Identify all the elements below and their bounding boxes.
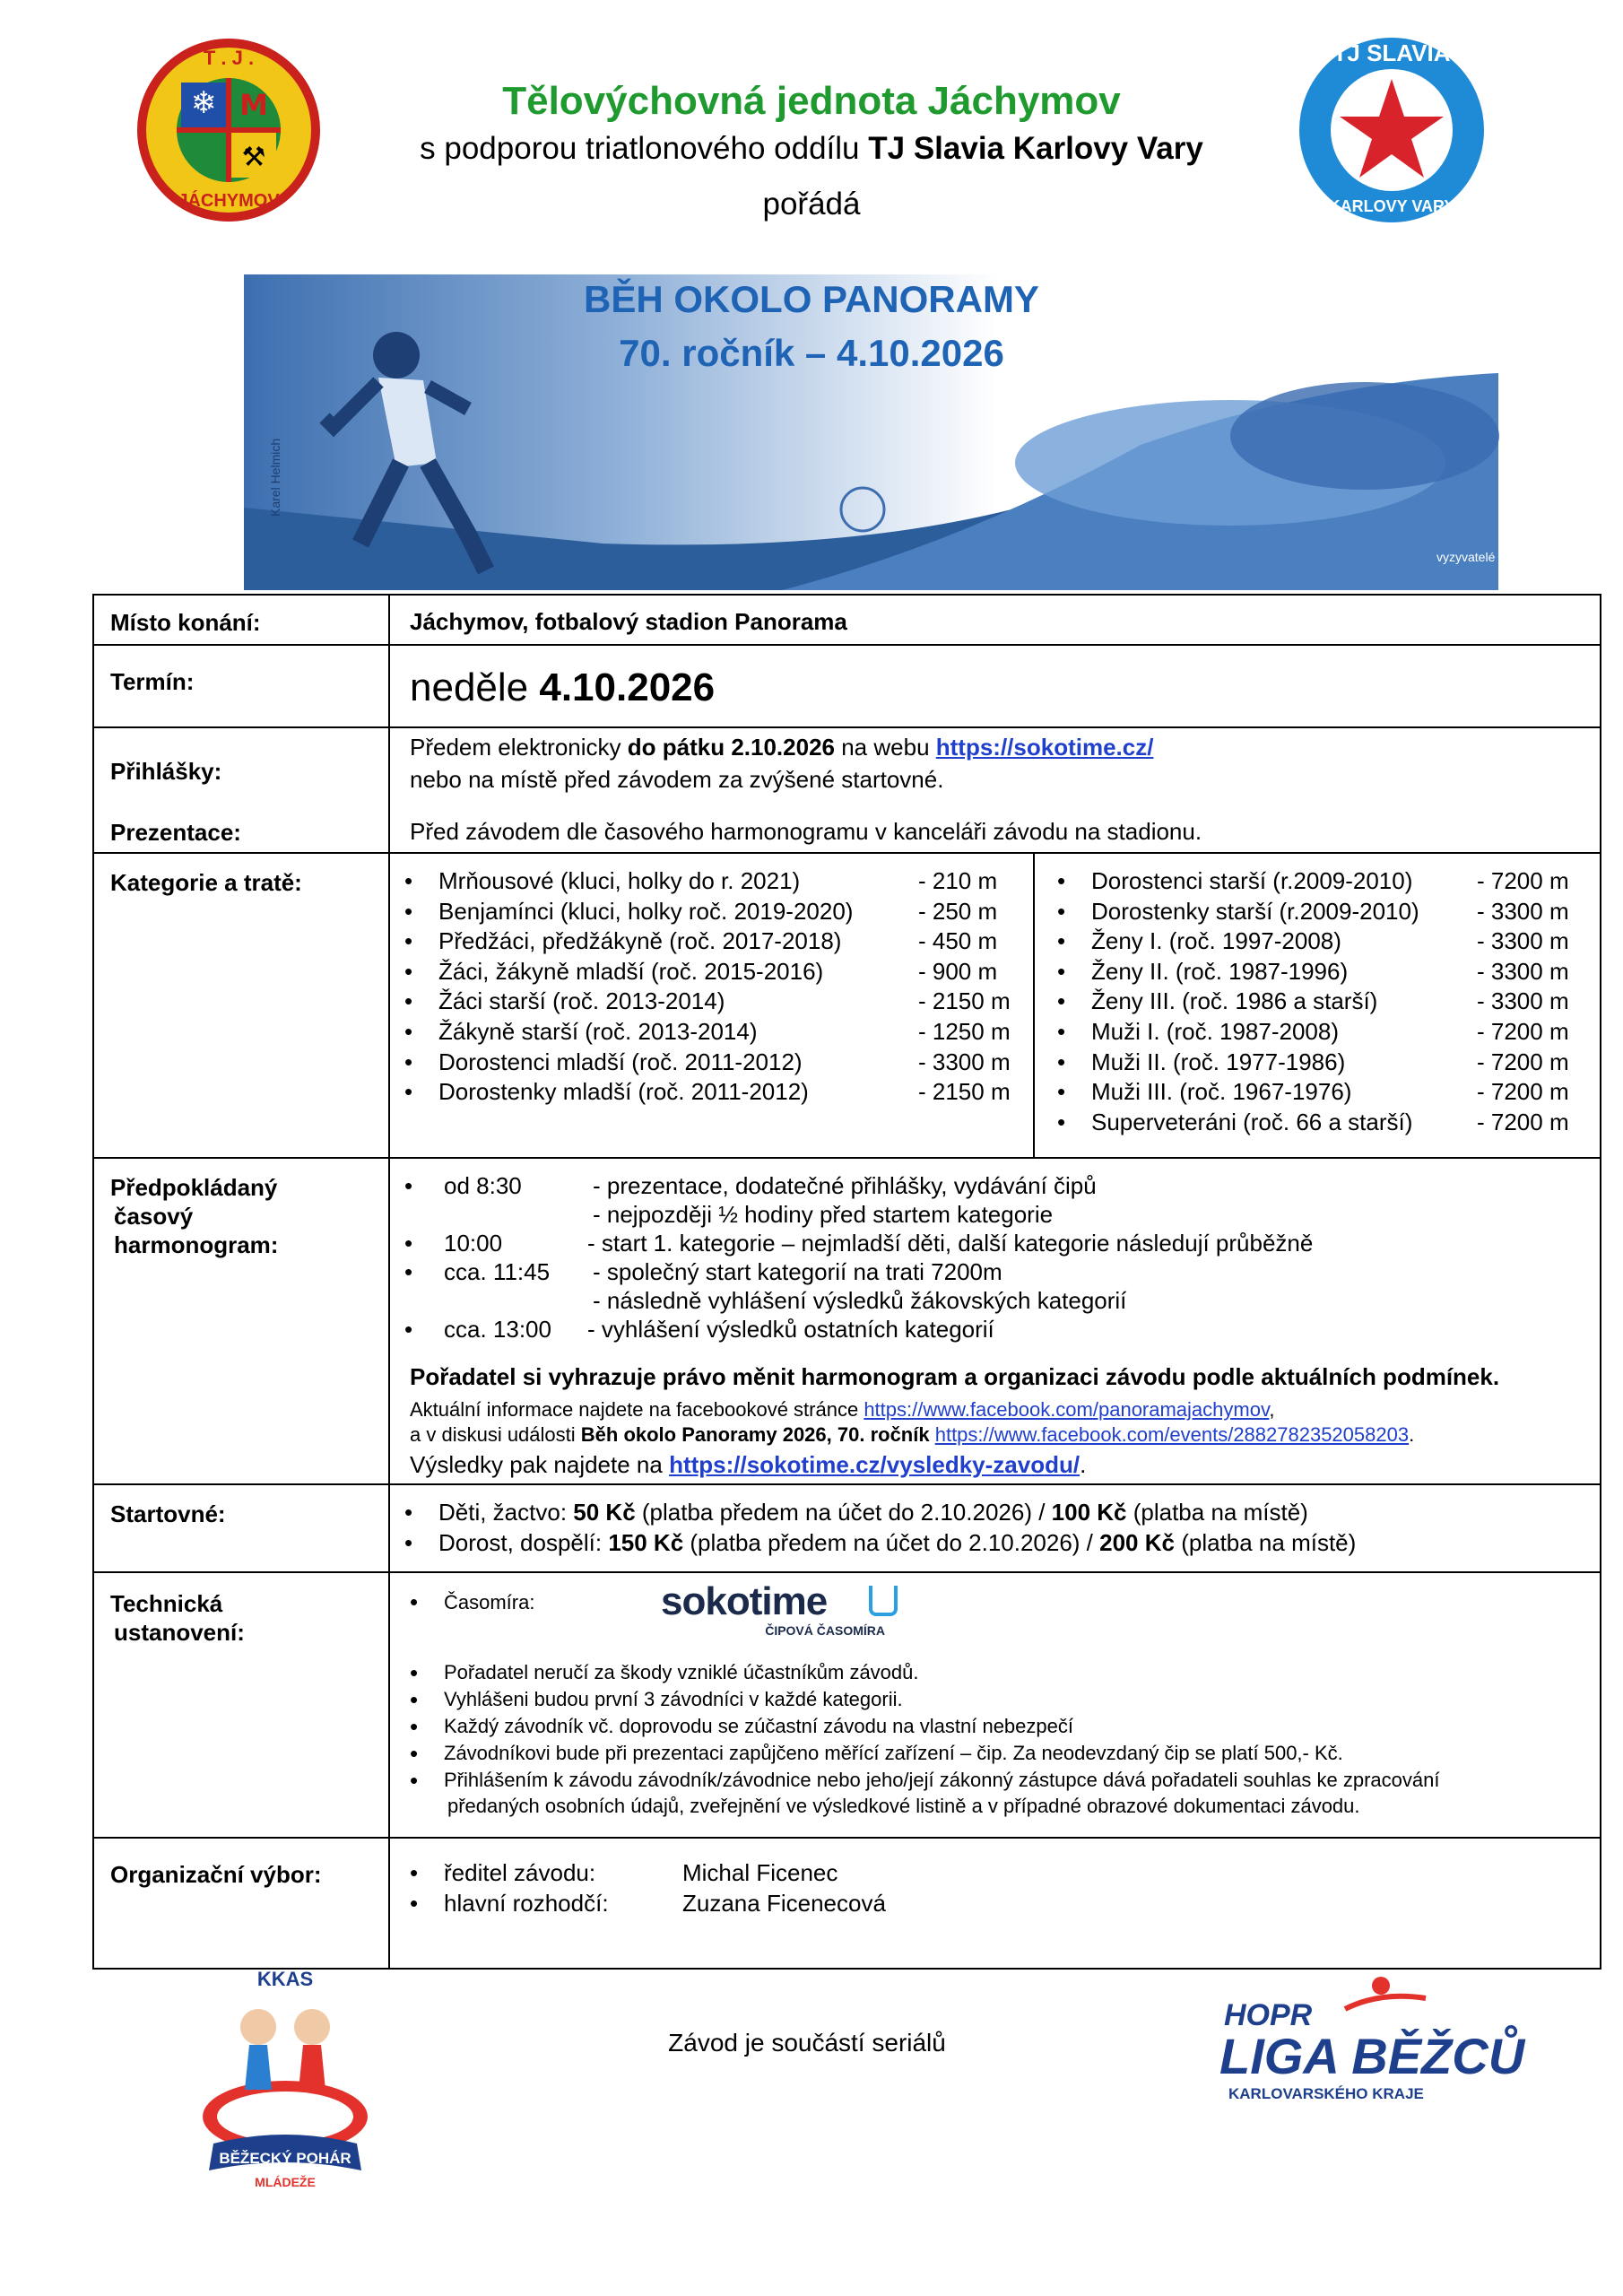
category-distance: - 3300 m bbox=[918, 1048, 1011, 1075]
banner-caption: vyzyvatelé bbox=[1436, 550, 1496, 564]
results-line: Výsledky pak najdete na https://sokotime.cz/vysledky-zavodu/. bbox=[410, 1451, 1087, 1478]
organizer-subtitle: s podporou triatlonového oddílu TJ Slavia Karlovy Vary bbox=[420, 131, 1203, 166]
category-distance: - 3300 m bbox=[1477, 987, 1569, 1015]
svg-text:M: M bbox=[239, 88, 268, 122]
category-distance: - 7200 m bbox=[1477, 1017, 1569, 1045]
schedule-time: cca. 11:45 bbox=[444, 1258, 551, 1285]
category-item bbox=[1091, 987, 1593, 1017]
category-list-right bbox=[1091, 866, 1593, 1137]
schedule-continuation: - následně vyhlášení výsledků žákovských kategorií bbox=[593, 1287, 1127, 1314]
category-name: Muži I. (roč. 1987-2008) bbox=[1091, 1017, 1340, 1045]
presentation-value: Před závodem dle časového harmonogramu v kanceláři závodu na stadionu. bbox=[410, 818, 1202, 845]
schedule-continuation: - nejpozději ½ hodiny před startem kategorie bbox=[593, 1201, 1054, 1228]
category-distance: - 1250 m bbox=[918, 1017, 1011, 1045]
row-presentation: Prezentace: Před závodem dle časového harmonogramu v kanceláři závodu na stadionu. bbox=[94, 807, 1600, 854]
schedule-text: - prezentace, dodatečné přihlášky, vydávání čipů bbox=[593, 1172, 1097, 1199]
registration-line-2: nebo na místě před závodem za zvýšené startovné. bbox=[410, 766, 944, 793]
category-name: Dorostenky mladší (roč. 2011-2012) bbox=[438, 1078, 809, 1106]
category-name: Mrňousové (kluci, holky do r. 2021) bbox=[438, 867, 801, 894]
svg-text:KARLOVARSKÉHO KRAJE: KARLOVARSKÉHO KRAJE bbox=[1228, 2085, 1424, 2102]
category-name: Předžáci, předžákyně (roč. 2017-2018) bbox=[438, 927, 842, 955]
committee-list bbox=[444, 1858, 1161, 1918]
category-name: Benjamínci (kluci, holky roč. 2019-2020) bbox=[438, 897, 854, 925]
hopr-liga-logo bbox=[1211, 1973, 1525, 2117]
category-name: Dorostenci starší (r.2009-2010) bbox=[1091, 867, 1413, 894]
member-name: Michal Ficenec bbox=[682, 1859, 838, 1886]
schedule-item: • cca. 13:00 - vyhlášení výsledků ostatních kategorií bbox=[404, 1316, 994, 1343]
schedule-item: • 10:00 - start 1. kategorie – nejmladší děti, další kategorie následují průběžně bbox=[404, 1230, 1314, 1257]
row-categories: Kategorie a tratě: • Mrňousové (kluci, holky do r. 2021) - 210 m • Benjamínci (kluci, holky roč. 2019-2020) - 250 m • Předžáci, předžákyně (roč. 2017-2018) - 450 m • Žáci, žákyně mladší (roč. 2015-2016) - 900 m • Žáci starší (roč. 2013-2014) - 2150 m • Žákyně starší (roč. 2013-2014) - 1250 m • Dorostenci mladší (roč. 2011-2012) - 3300 m • Dorostenky mladší (roč. 2011-2012) - 2150 m • Dorostenci starší (r.2009-2010) - 7200 m • Dorostenky starší (r.2009-2010) - 3300 m • Ženy I. (roč. 1997-2008) - 3300 m • Ženy II. (roč. 1987-1996) - 3300 m • Ženy III. (roč. 1986 a starší) - 3300 m • Muži I. (roč. 1987-2008) - 7200 m • Muži II. (roč. 1977-1986) - 7200 m • Muži III. (roč. 1967-1976) - 7200 m • Superveteráni (roč. 66 a starší) - 7200 m bbox=[94, 854, 1600, 1159]
category-item bbox=[438, 866, 1012, 897]
category-item bbox=[1091, 1017, 1593, 1048]
category-distance: - 3300 m bbox=[1477, 957, 1569, 985]
category-distance: - 7200 m bbox=[1477, 1078, 1569, 1106]
category-distance: - 450 m bbox=[918, 927, 998, 955]
category-distance: - 900 m bbox=[918, 957, 998, 985]
schedule-item: • od 8:30 - prezentace, dodatečné přihlášky, vydávání čipů bbox=[404, 1172, 1097, 1199]
category-name: Dorostenky starší (r.2009-2010) bbox=[1091, 897, 1419, 925]
category-distance: - 7200 m bbox=[1477, 1048, 1569, 1075]
info-table bbox=[92, 594, 1601, 1970]
category-item bbox=[438, 926, 1012, 957]
logo-left-text: T . J . bbox=[203, 47, 255, 69]
category-name: Ženy III. (roč. 1986 a starší) bbox=[1091, 987, 1378, 1015]
registration-line-1: Předem elektronicky do pátku 2.10.2026 na webu https://sokotime.cz/ bbox=[410, 734, 1154, 761]
category-name: Muži II. (roč. 1977-1986) bbox=[1091, 1048, 1346, 1075]
category-item bbox=[1091, 957, 1593, 987]
schedule-time: 10:00 bbox=[444, 1230, 503, 1257]
banner-side-text: Karel Helmich bbox=[268, 438, 282, 517]
technical-rule-5-cont: předaných osobních údajů, zveřejnění ve výsledkové listině a v případné obrazové dokumentaci závodu. bbox=[447, 1795, 1360, 1817]
schedule-text: - vyhlášení výsledků ostatních kategorií bbox=[587, 1316, 994, 1343]
category-item bbox=[1091, 866, 1593, 897]
sokotime-logo: sokotime ČIPOVÁ ČASOMÍRA bbox=[661, 1580, 912, 1643]
technical-rule: • Pořadatel neručí za škody vzniklé účastníkům závodů. bbox=[444, 1659, 1439, 1686]
schedule-time: od 8:30 bbox=[444, 1172, 522, 1199]
member-role: ředitel závodu: bbox=[444, 1859, 596, 1886]
organizer-title: Tělovýchovná jednota Jáchymov bbox=[502, 79, 1121, 123]
schedule-time: cca. 13:00 bbox=[444, 1316, 551, 1343]
category-distance: - 3300 m bbox=[1477, 897, 1569, 925]
category-item bbox=[1091, 1108, 1593, 1138]
svg-text:HOPR: HOPR bbox=[1224, 1998, 1313, 2032]
category-list-left bbox=[438, 866, 1012, 1108]
organizes-text: pořádá bbox=[762, 187, 861, 222]
category-distance: - 2150 m bbox=[918, 1078, 1011, 1106]
category-name: Žáci, žákyně mladší (roč. 2015-2016) bbox=[438, 957, 824, 985]
row-registration: Přihlášky: Předem elektronicky do pátku 2.10.2026 na webu https://sokotime.cz/ nebo na místě před závodem za zvýšené startovné. bbox=[110, 734, 1154, 793]
series-text: Závod je součástí seriálů bbox=[668, 2029, 946, 2057]
event-edition: 70. ročník – 4.10.2026 bbox=[619, 332, 1004, 374]
member-name: Zuzana Ficenecová bbox=[682, 1889, 886, 1917]
row-entry-fee: Startovné: • Děti, žactvo: 50 Kč (platba předem na účet do 2.10.2026) / 100 Kč (platba na místě) • Dorost, dospělí: 150 Kč (platba předem na účet do 2.10.2026) / 200 Kč (platba na místě) bbox=[94, 1485, 1600, 1573]
committee-member bbox=[444, 1889, 1161, 1919]
category-item bbox=[438, 1048, 1012, 1078]
sokotime-link[interactable]: https://sokotime.cz/ bbox=[935, 734, 1154, 761]
row-committee: Organizační výbor: • ředitel závodu: Michal Ficenec • hlavní rozhodčí: Zuzana Ficenecová bbox=[94, 1839, 1600, 1970]
svg-text:KARLOVY VARY: KARLOVY VARY bbox=[1328, 197, 1455, 215]
fee-adults: • Dorost, dospělí: 150 Kč (platba předem na účet do 2.10.2026) / 200 Kč (platba na místě) bbox=[438, 1528, 1356, 1559]
svg-text:TJ SLAVIA: TJ SLAVIA bbox=[1332, 39, 1451, 66]
kkas-logo bbox=[195, 1964, 375, 2197]
banner-image bbox=[244, 274, 1498, 590]
svg-text:BĚŽECKÝ POHÁR: BĚŽECKÝ POHÁR bbox=[219, 2150, 352, 2167]
category-name: Muži III. (roč. 1967-1976) bbox=[1091, 1078, 1352, 1106]
category-name: Žáci starší (roč. 2013-2014) bbox=[438, 987, 725, 1015]
timing-label: • Časomíra: bbox=[444, 1587, 534, 1618]
event-name: BĚH OKOLO PANORAMY bbox=[584, 278, 1039, 320]
category-name: Ženy II. (roč. 1987-1996) bbox=[1091, 957, 1349, 985]
svg-text:JÁCHYMOV: JÁCHYMOV bbox=[178, 191, 280, 211]
entry-fee-list bbox=[438, 1498, 1356, 1558]
svg-text:MLÁDEŽE: MLÁDEŽE bbox=[255, 2175, 316, 2189]
category-item bbox=[1091, 897, 1593, 927]
svg-text:⚒: ⚒ bbox=[241, 142, 266, 173]
schedule-text: - start 1. kategorie – nejmladší děti, další kategorie následují průběžně bbox=[587, 1230, 1314, 1257]
fee-children: • Děti, žactvo: 50 Kč (platba předem na účet do 2.10.2026) / 100 Kč (platba na místě) bbox=[438, 1498, 1356, 1528]
category-item bbox=[438, 897, 1012, 927]
category-item bbox=[1091, 1077, 1593, 1108]
svg-text:KKAS: KKAS bbox=[256, 1968, 314, 1990]
category-distance: - 3300 m bbox=[1477, 927, 1569, 955]
category-item bbox=[438, 957, 1012, 987]
schedule-note: Pořadatel si vyhrazuje právo měnit harmonogram a organizaci závodu podle aktuálních podmínek. bbox=[410, 1363, 1500, 1390]
schedule-text: - společný start kategorií na trati 7200m bbox=[593, 1258, 1002, 1285]
category-distance: - 250 m bbox=[918, 897, 998, 925]
row-date: Termín: neděle 4.10.2026 bbox=[94, 646, 1600, 728]
technical-rule: • Závodníkovi bude při prezentaci zapůjčeno měřící zařízení – čip. Za neodevzdaný čip se platí 500,- Kč. bbox=[444, 1740, 1439, 1767]
row-schedule: Předpokládaný časový harmonogram: • od 8:30 - prezentace, dodatečné přihlášky, vydávání čipů - nejpozději ½ hodiny před startem kategorie • 10:00 - start 1. kategorie – nejmladší děti, další kategorie následují průběžně • cca. 11:45 - společný start kategorií na trati 7200m - následně vyhlášení výsledků žákovských kategorií • cca. 13:00 - vyhlášení výsledků ostatních kategorií Pořadatel si vyhrazuje právo měnit harmonogram a organizaci závodu podle aktuálních podmínek. Aktuální informace najdete na facebookové stránce https://www.facebook.com/panoramajachymov, a v diskusi události Běh okolo Panoramy 2026, 70. ročník https://www.facebook.com/events/2882782352058203. Výsledky pak najdete na https://sokotime.cz/vysledky-zavodu/. bbox=[94, 1159, 1600, 1485]
category-item bbox=[438, 1017, 1012, 1048]
technical-rules-list bbox=[444, 1659, 1439, 1794]
schedule-item: • cca. 11:45 - společný start kategorií na trati 7200m bbox=[404, 1258, 1002, 1285]
category-item bbox=[1091, 1048, 1593, 1078]
venue-value: Jáchymov, fotbalový stadion Panorama bbox=[410, 608, 847, 635]
facebook-event-line: a v diskusi události Běh okolo Panoramy 2026, 70. ročník https://www.facebook.com/events/2882782352058203. bbox=[410, 1423, 1415, 1446]
date-value: neděle 4.10.2026 bbox=[410, 665, 716, 709]
category-name: Žákyně starší (roč. 2013-2014) bbox=[438, 1017, 758, 1045]
results-link[interactable]: https://sokotime.cz/vysledky-zavodu/ bbox=[669, 1451, 1081, 1478]
category-distance: - 7200 m bbox=[1477, 1108, 1569, 1135]
category-item bbox=[1091, 926, 1593, 957]
row-venue: Místo konání: Jáchymov, fotbalový stadion Panorama bbox=[94, 596, 1600, 646]
category-name: Dorostenci mladší (roč. 2011-2012) bbox=[438, 1048, 803, 1075]
technical-rule: • Vyhlášeni budou první 3 závodníci v každé kategorii. bbox=[444, 1686, 1439, 1713]
facebook-info-line: Aktuální informace najdete na facebookové stránce https://www.facebook.com/panoramajachymov, bbox=[410, 1398, 1275, 1421]
category-item bbox=[438, 1077, 1012, 1108]
technical-rule: • Přihlášením k závodu závodník/závodnice nebo jeho/její zákonný zástupce dává pořadateli souhlas ke zpracování bbox=[444, 1767, 1439, 1794]
member-role: hlavní rozhodčí: bbox=[444, 1889, 609, 1917]
technical-rule: • Každý závodník vč. doprovodu se zúčastní závodu na vlastní nebezpečí bbox=[444, 1713, 1439, 1740]
svg-text:LIGA BĚŽCŮ: LIGA BĚŽCŮ bbox=[1219, 2028, 1525, 2084]
committee-member bbox=[444, 1858, 1161, 1889]
facebook-page-link[interactable]: https://www.facebook.com/panoramajachymov bbox=[864, 1398, 1270, 1421]
facebook-event-link[interactable]: https://www.facebook.com/events/2882782352058203 bbox=[934, 1423, 1410, 1446]
category-name: Superveteráni (roč. 66 a starší) bbox=[1091, 1108, 1413, 1135]
category-distance: - 7200 m bbox=[1477, 867, 1569, 894]
category-name: Ženy I. (roč. 1997-2008) bbox=[1091, 927, 1341, 955]
category-distance: - 210 m bbox=[918, 867, 998, 894]
category-item bbox=[438, 987, 1012, 1017]
category-distance: - 2150 m bbox=[918, 987, 1011, 1015]
svg-text:❄: ❄ bbox=[190, 85, 217, 121]
row-technical: Technická ustanovení: • Časomíra: sokotime ČIPOVÁ ČASOMÍRA • Pořadatel neručí za škody vzniklé účastníkům závodů. • Vyhlášeni budou první 3 závodníci v každé kategorii. • Každý závodník vč. doprovodu se zúčastní závodu na vlastní nebezpečí • Závodníkovi bude při prezentaci zapůjčeno měřící zařízení – čip. Za neodevzdaný čip se platí 500,- Kč. • Přihlášením k závodu závodník/závodnice nebo jeho/její zákonný zástupce dává pořadateli souhlas ke zpracování předaných osobních údajů, zveřejnění ve výsledkové listině a v případné obrazové dokumentaci závodu. bbox=[94, 1573, 1600, 1839]
